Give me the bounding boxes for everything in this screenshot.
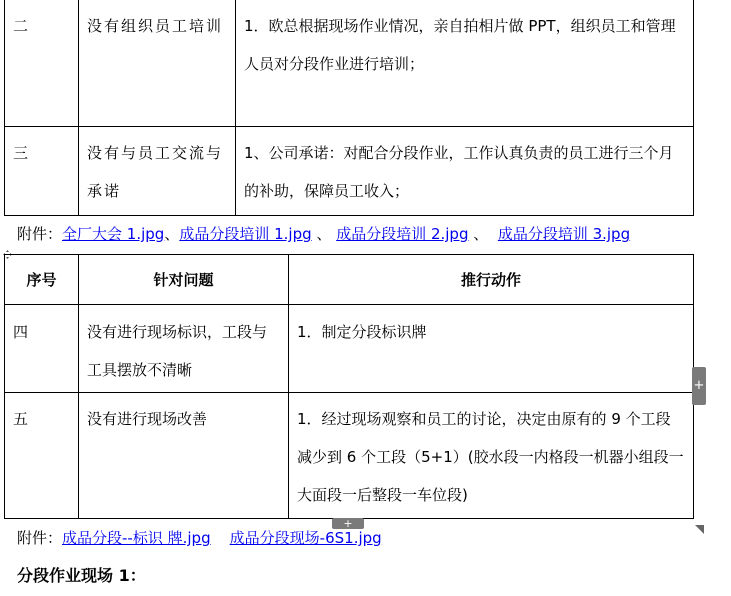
header-number: 序号: [5, 255, 79, 305]
row-number-cell[interactable]: 五: [5, 393, 79, 519]
action-cell[interactable]: 1．欧总根据现场作业情况，亲自拍相片做 PPT，组织员工和管理人员对分段作业进行培训；: [236, 0, 694, 127]
issue-cell[interactable]: 没有组织员工培训: [79, 0, 236, 127]
table-header-row: [5, 255, 694, 305]
row-number-cell[interactable]: 二: [5, 0, 79, 127]
attachments-line-2: [17, 528, 382, 548]
table-training: [4, 0, 694, 216]
separator: 、: [311, 225, 332, 243]
issue-cell[interactable]: 没有进行现场标识，工段与工具摆放不清晰: [79, 305, 289, 393]
action-cell[interactable]: 1．经过现场观察和员工的讨论，决定由原有的 9 个工段减少到 6 个工段（5+1）(胶水段一内格段一机器小组段一大面段一后整段一车位段): [289, 393, 694, 519]
issue-cell[interactable]: 没有进行现场改善: [79, 393, 289, 519]
attachments-line-1: [17, 224, 630, 244]
action-cell[interactable]: 1、公司承诺：对配合分段作业，工作认真负责的员工进行三个月的补助，保障员工收入；: [236, 127, 694, 216]
attachment-link[interactable]: 成品分段培训 1.jpg: [179, 225, 312, 243]
attachment-link[interactable]: 全厂大会 1.jpg: [62, 225, 165, 243]
attachments-label: 附件：: [17, 225, 63, 243]
issue-cell[interactable]: 没有与员工交流与承诺: [79, 127, 236, 216]
table-row: [5, 0, 694, 127]
action-cell[interactable]: 1．制定分段标识牌: [289, 305, 694, 393]
attachment-link[interactable]: 成品分段--标识 牌.jpg: [62, 529, 211, 547]
attachments-label: 附件：: [17, 529, 63, 547]
add-column-button[interactable]: +: [692, 367, 706, 405]
attachment-link[interactable]: 成品分段培训 3.jpg: [497, 225, 631, 243]
attachment-link[interactable]: 成品分段现场-6S1.jpg: [229, 529, 382, 547]
add-row-button[interactable]: +: [332, 518, 364, 529]
attachment-link[interactable]: 成品分段培训 2.jpg: [336, 225, 469, 243]
table-move-handle-icon[interactable]: [3, 244, 12, 253]
table-row: [5, 393, 694, 519]
row-number-cell[interactable]: 四: [5, 305, 79, 393]
table-row: [5, 127, 694, 216]
header-issue: 针对问题: [79, 255, 289, 305]
row-number-cell[interactable]: 三: [5, 127, 79, 216]
table-resize-handle-icon[interactable]: [695, 519, 704, 528]
separator: 、: [164, 225, 180, 243]
separator: 、: [468, 225, 494, 243]
section-heading: 分段作业现场 1：: [17, 566, 146, 585]
header-action: 推行动作: [289, 255, 694, 305]
table-actions: [4, 254, 694, 519]
table-row: [5, 305, 694, 393]
